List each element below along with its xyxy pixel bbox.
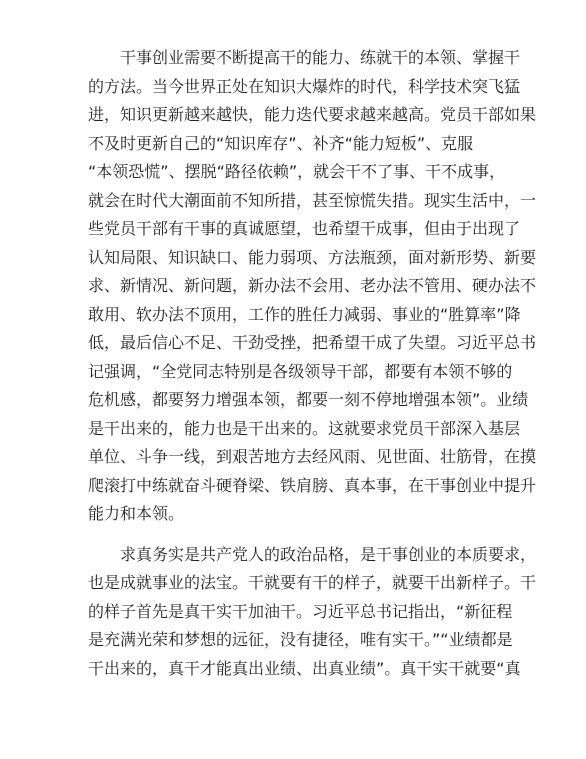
text-line: 的样子首先是真干实干加油干。习近平总书记指出，“新征程 (88, 601, 513, 621)
text-line: 求、新情况、新问题，新办法不会用、老办法不管用、硬办法不 (88, 276, 537, 295)
text-line: 也是成就事业的法宝。干就要有干的样子，就要干出新样子。干 (88, 573, 537, 592)
text-line: 低，最后信心不足、干劲受挫，把希望干成了失望。习近平总书 (88, 333, 537, 352)
paragraph-spacer (88, 529, 498, 541)
text-line: 些党员干部有干事的真诚愿望，也希望干成事，但由于出现了 (88, 219, 521, 238)
text-line: 能力和本领。 (88, 504, 185, 523)
text-line: 就会在时代大潮面前不知所措，甚至惊慌失措。现实生活中，一 (88, 190, 537, 210)
text-line: 进，知识更新越来越快，能力迭代要求越来越高。党员干部如果 (88, 105, 537, 124)
text-line: 是充满光荣和梦想的远征，没有捷径，唯有实干。”“业绩都是 (88, 630, 513, 649)
text-line: 敢用、软办法不顶用，工作的胜任力减弱、事业的“胜算率”降 (88, 304, 521, 324)
text-line: 认知局限、知识缺口、能力弱项、方法瓶颈，面对新形势、新要 (88, 247, 537, 267)
text-line: 危机感，都要努力增强本领，都要一刻不停地增强本领”。业绩 (88, 390, 529, 409)
text-line: 不及时更新自己的“知识库存”、补齐“能力短板”、克服 (88, 133, 474, 153)
text-line: 是干出来的，能力也是干出来的。这就要求党员干部深入基层 (88, 418, 521, 438)
paragraph-2 (88, 541, 537, 684)
paragraph-1 (88, 44, 537, 529)
text-line: 干事创业需要不断提高干的能力、练就干的本领、掌握干 (88, 48, 521, 67)
text-line: 的方法。当今世界正处在知识大爆炸的时代，科学技术突飞猛 (88, 76, 521, 96)
text-line: 求真务实是共产党人的政治品格，是干事创业的本质要求， (88, 544, 537, 564)
text-line: 干出来的，真干才能真出业绩、出真业绩”。真干实干就要“真 (88, 658, 521, 678)
text-line: “本领恐慌”、摆脱“路径依赖”，就会干不了事、干不成事， (88, 162, 506, 181)
text-line: 爬滚打中练就奋斗硬脊梁、铁肩膀、真本事，在干事创业中提升 (88, 475, 537, 495)
text-line: 记强调，“全党同志特别是各级领导干部，都要有本领不够的 (88, 361, 513, 381)
article-body (88, 44, 537, 683)
text-line: 单位、斗争一线，到艰苦地方去经风雨、见世面、壮筋骨，在摸 (88, 447, 537, 466)
